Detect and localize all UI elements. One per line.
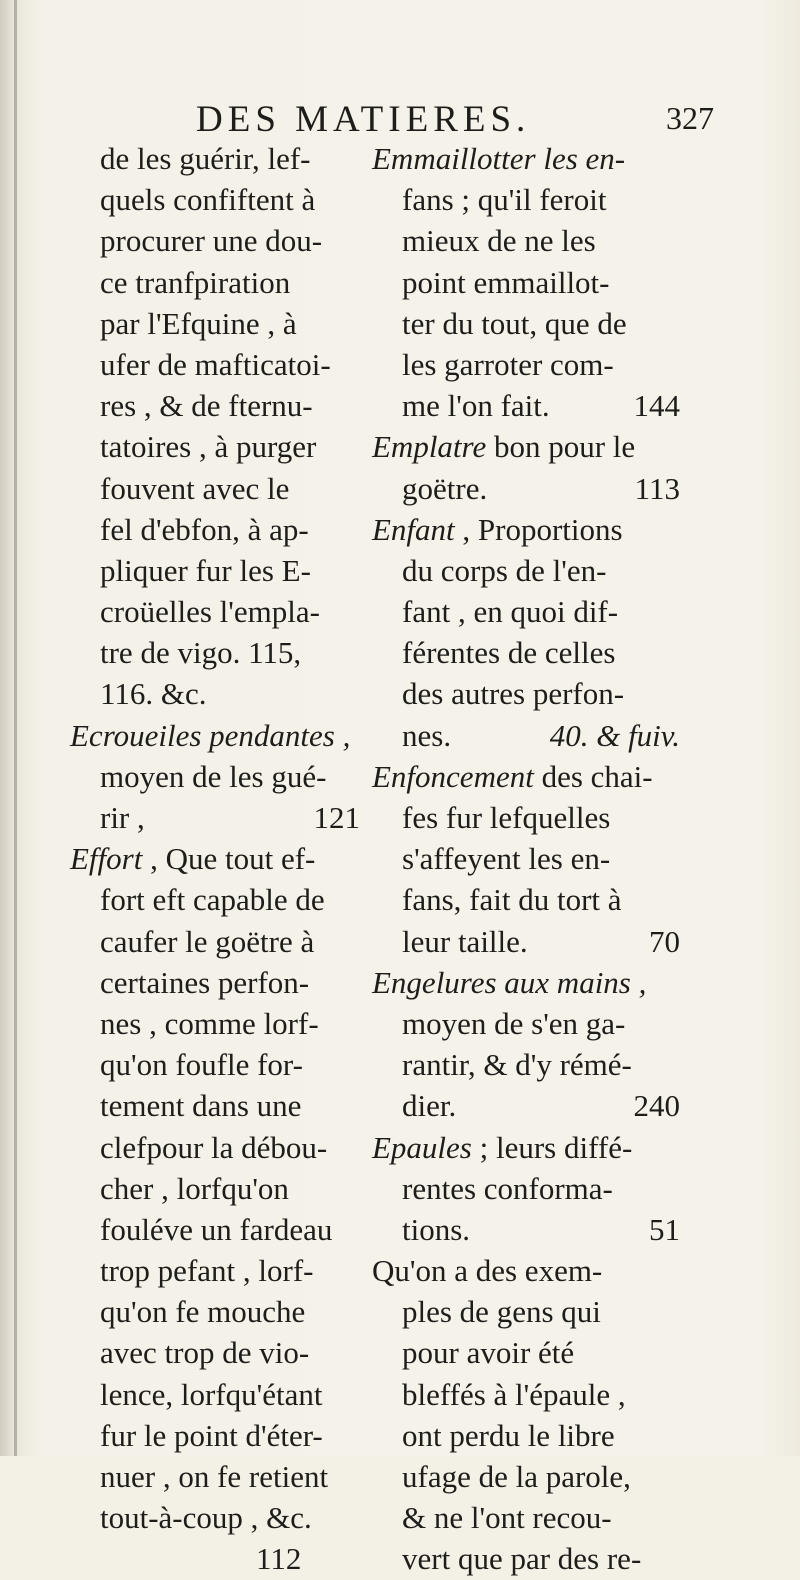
entry-line: fort eft capable de xyxy=(100,882,325,918)
entry-line: ce tranfpiration xyxy=(100,264,291,300)
entry-line: fans, fait du tort à xyxy=(402,882,622,918)
entry-headline xyxy=(372,138,680,179)
headline-text: , Proportions xyxy=(454,511,623,547)
headline-text: ; leurs diffé- xyxy=(471,1129,633,1165)
headword: Ecroueiles pendantes , xyxy=(70,717,351,753)
entry-line: certaines perfon- xyxy=(100,964,310,1000)
entry-line: & ne l'ont recou- xyxy=(402,1500,612,1536)
entry-line: de les guérir, lef- xyxy=(100,141,311,176)
entry-line: ter du tout, que de xyxy=(402,305,627,341)
entry-line: qu'on fe mouche xyxy=(100,1294,306,1330)
entry-line xyxy=(372,385,680,426)
page-reference: 121 xyxy=(313,800,360,835)
page-reference: 113 xyxy=(634,470,680,506)
entry-line: fur le point d'éter- xyxy=(100,1417,323,1453)
entry-line xyxy=(372,468,680,509)
entry-line: procurer une dou- xyxy=(100,223,323,259)
entry-text: me l'on fait. xyxy=(402,388,550,424)
headword: Epaules xyxy=(372,1129,472,1165)
entry-line: res , & de fternu- xyxy=(100,388,313,424)
entry-headline xyxy=(372,962,680,1003)
running-head: DES MATIERES. xyxy=(196,99,531,140)
index-entry xyxy=(70,138,360,715)
entry-text: goëtre. xyxy=(402,470,488,506)
entry-text: tions. xyxy=(402,1211,471,1247)
entry-line: rantir, & d'y rémé- xyxy=(402,1047,632,1083)
entry-line: fel d'ebfon, à ap- xyxy=(100,511,309,547)
entry-text: nes. xyxy=(402,717,452,753)
index-entry xyxy=(372,509,680,756)
entry-line: fes fur lefquelles xyxy=(402,800,611,835)
index-entry xyxy=(372,1127,680,1251)
headline-text: , Que tout ef- xyxy=(142,841,316,877)
index-entry xyxy=(372,756,680,962)
entry-line: férentes de celles xyxy=(402,635,616,671)
page-reference: 144 xyxy=(633,388,680,424)
entry-headline xyxy=(372,756,680,797)
index-entry xyxy=(372,426,680,508)
entry-line xyxy=(372,1085,680,1126)
binding-shadow xyxy=(14,0,17,1456)
headword: Effort xyxy=(70,841,143,877)
entry-line: pour avoir été xyxy=(402,1335,575,1371)
headword: Emplatre xyxy=(372,429,487,465)
entry-line: fouvent avec le xyxy=(100,470,290,506)
headword: Emmaillotter les en- xyxy=(372,141,626,176)
entry-line: tre de vigo. 115, xyxy=(100,635,302,671)
index-entry xyxy=(372,1250,680,1580)
entry-text: dier. xyxy=(402,1088,457,1124)
index-column-right xyxy=(372,138,680,1580)
index-column-left xyxy=(70,138,360,1580)
headword: Enfant xyxy=(372,511,455,547)
entry-line: ples de gens qui xyxy=(402,1294,601,1330)
entry-line: fant , en quoi dif- xyxy=(402,594,619,630)
index-entry xyxy=(372,962,680,1127)
page-reference: 112 xyxy=(256,1541,302,1577)
entry-line: du corps de l'en- xyxy=(402,552,607,588)
entry-line: fouléve un fardeau xyxy=(100,1211,333,1247)
headword: Enfoncement xyxy=(372,758,534,794)
index-entry xyxy=(70,715,360,839)
entry-headline xyxy=(70,715,360,756)
entry-line xyxy=(70,797,360,838)
entry-text: leur taille. xyxy=(402,923,528,959)
entry-line: lence, lorfqu'étant xyxy=(100,1376,323,1412)
entry-line: moyen de les gué- xyxy=(100,758,327,794)
entry-line: croüelles l'empla- xyxy=(100,594,320,630)
entry-line: quels confiftent à xyxy=(100,182,316,218)
headline-text: bon pour le xyxy=(486,429,636,465)
entry-line: nuer , on fe retient xyxy=(100,1459,329,1494)
page-reference: 40. & fuiv. xyxy=(549,717,680,753)
entry-line: vert que par des re- xyxy=(402,1541,642,1577)
entry-line xyxy=(372,1209,680,1250)
entry-line: ufer de mafticatoi- xyxy=(100,346,331,382)
entry-line xyxy=(372,715,680,756)
entry-line xyxy=(372,921,680,962)
entry-line: des autres perfon- xyxy=(402,676,625,712)
page-reference: 70 xyxy=(649,923,680,959)
entry-line: les garroter com- xyxy=(402,346,614,382)
entry-line: trop pefant , lorf- xyxy=(100,1253,314,1289)
entry-headline xyxy=(372,426,680,467)
entry-line: fans ; qu'il feroit xyxy=(402,182,607,218)
entry-line: bleffés à l'épaule , xyxy=(402,1376,626,1412)
index-entry xyxy=(372,138,680,426)
entry-line: tatoires , à purger xyxy=(100,429,317,465)
page-number: 327 xyxy=(666,100,714,136)
entry-text: rir , xyxy=(100,800,145,835)
entry-headline xyxy=(372,1127,680,1168)
entry-line: moyen de s'en ga- xyxy=(402,1005,626,1041)
entry-line: pliquer fur les E- xyxy=(100,552,311,588)
entry-line: avec trop de vio- xyxy=(100,1335,310,1371)
entry-line: tout-à-coup , &c. xyxy=(100,1500,312,1536)
entry-headline xyxy=(372,509,680,550)
entry-line: qu'on foufle for- xyxy=(100,1047,303,1083)
entry-headline xyxy=(70,838,360,879)
entry-line: ont perdu le libre xyxy=(402,1417,615,1453)
entry-line: tement dans une xyxy=(100,1088,302,1124)
entry-line: point emmaillot- xyxy=(402,264,610,300)
entry-line: 116. &c. xyxy=(100,676,207,712)
headword: Engelures aux mains , xyxy=(372,964,647,1000)
entry-line: cher , lorfqu'on xyxy=(100,1170,289,1206)
entry-headline: Qu'on a des exem- xyxy=(372,1253,603,1289)
headline-text: des chai- xyxy=(533,758,653,794)
entry-line: ufage de la parole, xyxy=(402,1459,631,1494)
entry-line: rentes conforma- xyxy=(402,1170,613,1206)
page-reference: 240 xyxy=(633,1088,680,1124)
page-reference: 51 xyxy=(649,1211,680,1247)
entry-line: par l'Efquine , à xyxy=(100,305,297,341)
entry-line: nes , comme lorf- xyxy=(100,1005,319,1041)
entry-line: s'affeyent les en- xyxy=(402,841,611,877)
index-entry xyxy=(70,838,360,1579)
entry-line: caufer le goëtre à xyxy=(100,923,315,959)
entry-line: clefpour la débou- xyxy=(100,1129,328,1165)
entry-line: mieux de ne les xyxy=(402,223,596,259)
